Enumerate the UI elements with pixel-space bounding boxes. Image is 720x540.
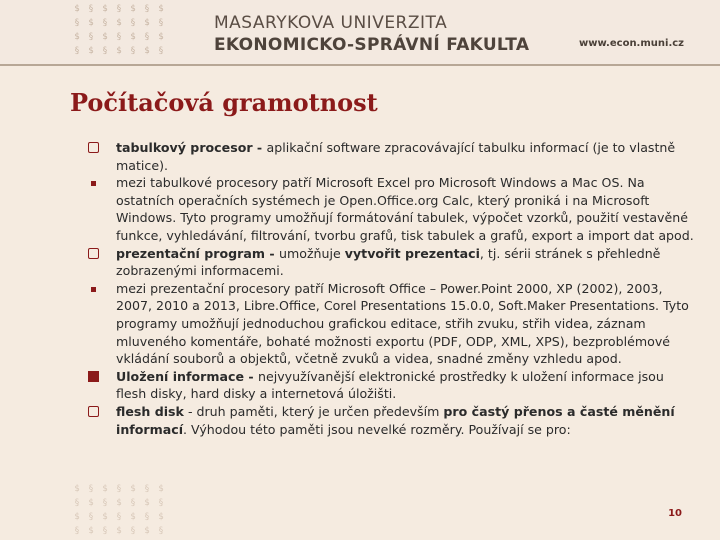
slide-header xyxy=(0,0,720,64)
faculty-logo-pattern: $ § $ § $ § $ § $ § $ § $ § $ § $ § $ § $ § $ § $ § $ § xyxy=(74,4,164,56)
solid-square-bullet-icon xyxy=(88,371,99,382)
decorative-pattern: $ § $ § $ § $ § $ § $ § $ § $ § $ § $ § $ § $ § $ § $ § xyxy=(74,484,164,536)
list-item: tabulkový procesor - aplikační software zpracovávající tabulku informací (je to vlastně matice). xyxy=(116,139,694,174)
website-link[interactable]: www.econ.muni.cz xyxy=(578,38,684,49)
list-item: flesh disk - druh paměti, který je určen především pro častý přenos a časté měnění informací. Výhodou této paměti jsou nevelké rozměry. Používají se pro: xyxy=(116,403,694,438)
hollow-square-bullet-icon xyxy=(88,248,99,259)
small-square-bullet-icon xyxy=(91,181,96,186)
small-square-bullet-icon xyxy=(91,287,96,292)
list-item: mezi prezentační procesory patří Microsoft Office – Power.Point 2000, XP (2002), 2003, 2007, 2010 a 2013, Libre.Office, Corel Presentations 15.0.0, Soft.Maker Presentations. Tyto programy umožňují jednoduchou grafickou editace, střih zvuku, střih videa, záznam mluveného komentáře, bohaté možnosti exportu (PDF, ODP, XML, XPS), bezproblémové vkládání souborů a objektů, včetně zvuků a videa, snadné změny vzhledu apod. xyxy=(116,280,694,368)
slide-content xyxy=(116,139,694,438)
faculty-name: EKONOMICKO-SPRÁVNÍ FAKULTA xyxy=(214,35,530,55)
slide-title: Počítačová gramotnost xyxy=(70,88,378,117)
list-item: mezi tabulkové procesory patří Microsoft Excel pro Microsoft Windows a Mac OS. Na ostatních operačních systémech je Open.Office.org Calc, který proniká i na Microsoft Windows. Tyto programy umožňují formátování tabulek, výpočet vzorků, použití vestavěné funkce, vyhledávání, filtrování, tvorbu grafů, tisk tabulek a grafů, export a import dat apod. xyxy=(116,174,694,244)
page-number: 10 xyxy=(668,508,682,519)
list-item: Uložení informace - nejvyužívanější elektronické prostředky k uložení informace jsou flesh disky, hard disky a internetová úložišti. xyxy=(116,368,694,403)
hollow-square-bullet-icon xyxy=(88,406,99,417)
header-divider xyxy=(0,64,720,66)
university-name: MASARYKOVA UNIVERZITA xyxy=(214,13,448,33)
list-item: prezentační program - umožňuje vytvořit prezentaci, tj. sérii stránek s přehledně zobrazenými informacemi. xyxy=(116,245,694,280)
hollow-square-bullet-icon xyxy=(88,142,99,153)
